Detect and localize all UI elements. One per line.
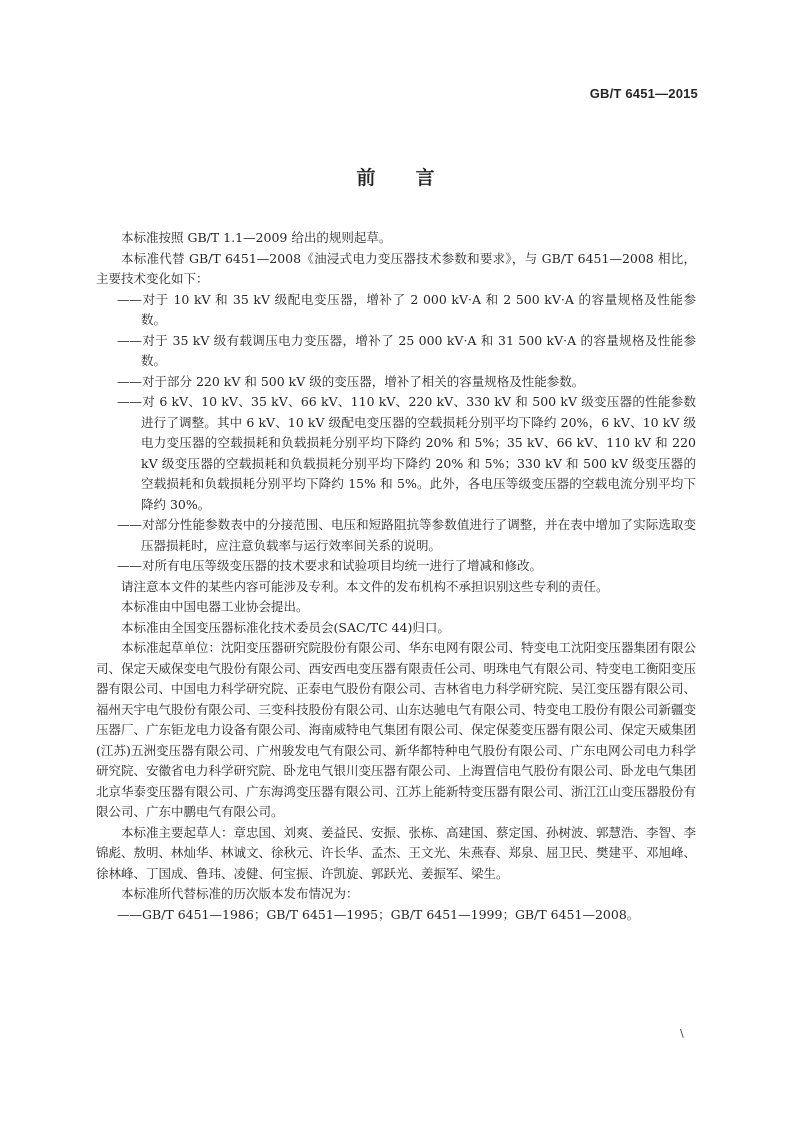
list-item-change-6: ——对所有电压等级变压器的技术要求和试验项目均统一进行了增减和修改。	[117, 558, 543, 573]
foreword-body	[96, 228, 696, 925]
list-item-change-3: ——对于部分 220 kV 和 500 kV 级的变压器，增补了相关的容量规格及性能参数。	[117, 373, 585, 389]
page-number: \	[680, 1027, 684, 1040]
standard-code: GB/T 6451—2015	[589, 86, 698, 101]
list-item-change-2: ——对于 35 kV 级有载调压电力变压器，增补了 25 000 kV·A 和 31 500 kV·A 的容量规格及性能参数。	[117, 332, 696, 368]
paragraph-patent-notice: 请注意本文件的某些内容可能涉及专利。本文件的发布机构不承担识别这些专利的责任。	[121, 578, 609, 594]
paragraph-proposer: 本标准由中国电器工业协会提出。	[121, 599, 309, 614]
paragraph-drafting-rules: 本标准按照 GB/T 1.1—2009 给出的规则起草。	[121, 230, 392, 245]
title-char-2: 言	[415, 167, 437, 189]
list-item-history: ——GB/T 6451—1986；GB/T 6451—1995；GB/T 6451—1999；GB/T 6451—2008。	[117, 906, 640, 922]
list-item-change-1: ——对于 10 kV 和 35 kV 级配电变压器，增补了 2 000 kV·A 和 2 500 kV·A 的容量规格及性能参数。	[117, 291, 696, 327]
paragraph-history-intro: 本标准所代替标准的历次版本发布情况为：	[121, 886, 359, 901]
list-item-change-5: ——对部分性能参数表中的分接范围、电压和短路阻抗等参数值进行了调整，并在表中增加了实际选取变压器损耗时，应注意负载率与运行效率间关系的说明。	[117, 517, 696, 553]
title-char-1: 前	[356, 167, 378, 189]
list-item-change-4: ——对 6 kV、10 kV、35 kV、66 kV、110 kV、220 kV、330 kV 和 500 kV 级变压器的性能参数进行了调整。其中 6 kV、10 kV 级配电变压器的空载损耗分别平均下降约 20%，6 kV、10 kV 级电力变压器的空载损耗和负载损耗分别平均下降约 20% 和 5%；35 kV、66 kV、110 kV 和 220 kV 级变压器的空载损耗和负载损耗分别平均下降约 20% 和 5%；330 kV 和 500 kV 级变压器的空载损耗和负载损耗分别平均下降约 15% 和 5%。此外，各电压等级变压器的空载电流分别平均下降约 30%。	[117, 394, 696, 512]
paragraph-drafting-units: 本标准起草单位：沈阳变压器研究院股份有限公司、华东电网有限公司、特变电工沈阳变压器集团有限公司、保定天威保变电气股份有限公司、西安西电变压器有限责任公司、明珠电气有限公司、特变电工衡阳变压器有限公司、中国电力科学研究院、正泰电气股份有限公司、吉林省电力科学研究院、吴江变压器有限公司、福州天宇电气股份有限公司、三变科技股份有限公司、山东达驰电气有限公司、特变电工股份有限公司新疆变压器厂、广东钜龙电力设备有限公司、海南威特电气集团有限公司、保定保菱变压器有限公司、保定天威集团(江苏)五洲变压器有限公司、广州骏发电气有限公司、新华都特种电气股份有限公司、广东电网公司电力科学研究院、安徽省电力科学研究院、卧龙电气银川变压器有限公司、上海置信电气股份有限公司、卧龙电气集团北京华泰变压器有限公司、广东海鸿变压器有限公司、江苏上能新特变压器有限公司、浙江江山变压器股份有限公司、广东中鹏电气有限公司。	[96, 640, 697, 819]
page-title	[0, 163, 793, 190]
paragraph-drafters: 本标准主要起草人：章忠国、刘爽、姜益民、安振、张栋、高建国、蔡定国、孙树波、郭慧浩、李智、李锦彪、敖明、林灿华、林诚文、徐秋元、许长华、孟杰、王文光、朱燕春、郑泉、屈卫民、樊建平、邓旭峰、徐林峰、丁国成、鲁玮、凌健、何宝振、许凯旋、郭跃光、姜振军、梁生。	[96, 824, 697, 881]
paragraph-committee: 本标准由全国变压器标准化技术委员会(SAC/TC 44)归口。	[121, 619, 450, 635]
paragraph-replacement: 本标准代替 GB/T 6451—2008《油浸式电力变压器技术参数和要求》，与 GB/T 6451—2008 相比，主要技术变化如下：	[96, 250, 696, 286]
